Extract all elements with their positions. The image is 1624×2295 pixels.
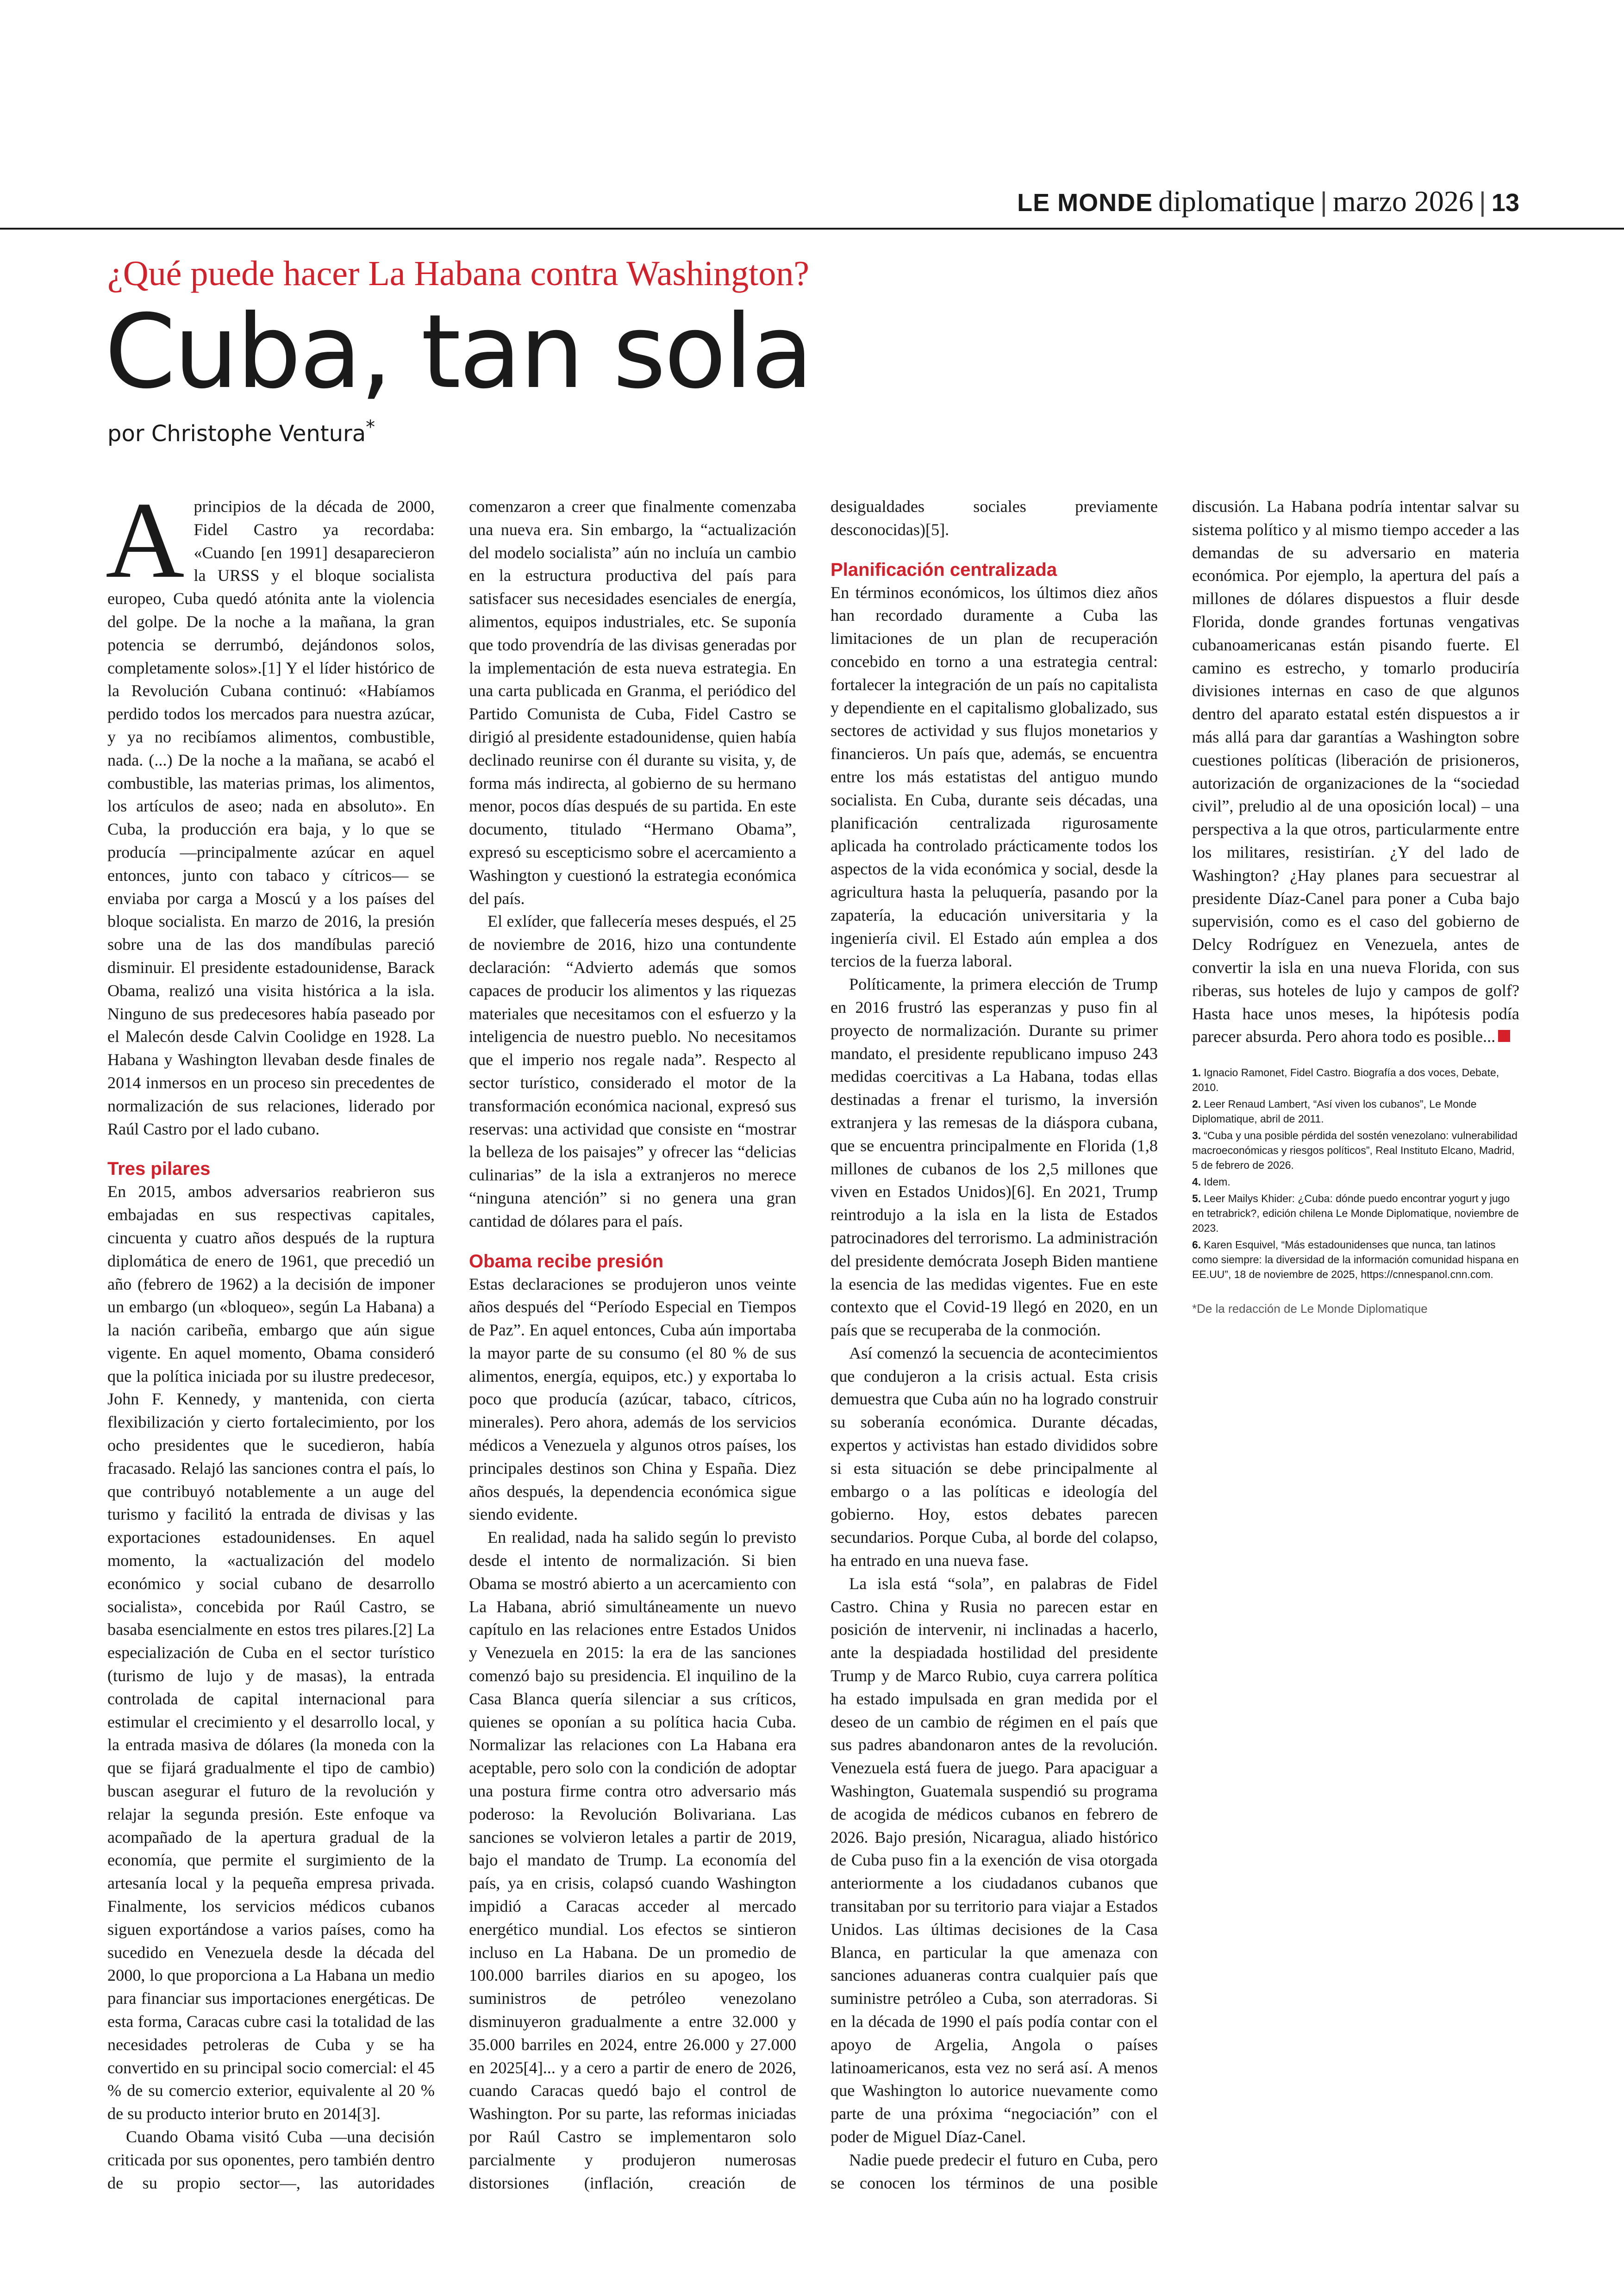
issue-date: marzo 2026 (1332, 185, 1474, 218)
subhead-tres-pilares: Tres pilares (107, 1159, 211, 1179)
subhead-obama-recibe-presion: Obama recibe presión (469, 1251, 664, 1272)
header-rule (0, 228, 1624, 230)
footnote-number: 4. (1192, 1176, 1201, 1188)
footnote-text: Idem. (1204, 1176, 1230, 1188)
masthead (1017, 184, 1519, 218)
footnote (1192, 1174, 1519, 1189)
footnote-text: Karen Esquivel, “Más estadounidenses que nunca, tan latinos como siempre: la diversidad de la información comunidad hispana en EE.UU”, 18 de noviembre de 2025, https://cnnespanol.cnn.com. (1192, 1239, 1519, 1281)
paragraph-9: Así comenzó la secuencia de acontecimientos que condujeron a la crisis actual. Esta crisis demuestra que Cuba aún no ha logrado construir su soberanía económica. Durante décadas, expertos y activistas han estado divididos sobre si esta situación se debe principalmente al embargo o a las políticas e ideología del gobierno. Hoy, estos debates parecen secundarios. Porque Cuba, al borde del colapso, ha entrado en una nueva fase. (831, 1343, 1158, 1570)
byline-author: por Christophe Ventura (107, 421, 366, 447)
footnote-number: 2. (1192, 1098, 1201, 1110)
masthead-separator: | (1320, 187, 1327, 217)
footnote-number: 1. (1192, 1066, 1201, 1079)
footnote-number: 3. (1192, 1129, 1201, 1142)
footnote (1192, 1097, 1519, 1126)
footnote (1192, 1065, 1519, 1095)
paragraph-1 (106, 480, 435, 1141)
paragraph-6: En realidad, nada ha salido según lo previsto desde el intento de normalización. Si bien Obama se mostró abierto a un acercamiento con La Habana, abrió simultáneamente un nuevo capítulo en las relaciones entre Estados Unidos y Venezuela en 2015: la era de las sanciones comenzó bajo su presidencia. El inquilino de la Casa Blanca quería silenciar a sus críticos, quienes se oponían a su política hacia Cuba. Normalizar las relaciones con La Habana era aceptable, pero solo con la condición de adoptar una postura firme contra otro adversario más poderoso: la Revolución Bolivariana. Las sanciones se volvieron letales a partir de 2019, bajo el mandato de Trump. La economía del país, ya en crisis, colapsó cuando Washington impidió a Caracas acceder al mercado energético mundial. Los efectos se sintieron incluso en La Habana. De un promedio de 100.000 barriles diarios en su apogeo, los suministros de petróleo venezolano disminuyeron gradualmente a entre 32.000 y 35.000 barriles en 2024, entre 26.000 y 27.000 en 2025[4]... y a cero a partir de enero de 2026, cuando Caracas quedó bajo el control de Washington. Por su parte, las reformas iniciadas por Raúl Castro se implementaron solo parcialmente y produjeron numerosas distorsiones (inflación, creación de desigualdades sociales previamente desconocidas)[5]. (469, 497, 1158, 2192)
paragraph-2: En 2015, ambos adversarios reabrieron sus embajadas en sus respectivas capitales, cincuenta y cuatro años después de la ruptura diplomática de enero de 1961, que precedió un año (febrero de 1962) a la decisión de imponer un embargo (un «bloqueo», según La Habana) a la nación caribeña, embargo que aún sigue vigente. En aquel momento, Obama consideró que la política iniciada por su ilustre predecesor, John F. Kennedy, y mantenida, con cierta flexibilización y cierto fortalecimiento, por los ocho presidentes que le sucedieron, había fracasado. Relajó las sanciones contra el país, lo que contribuyó notablemente a un auge del turismo y facilitó la entrada de divisas y las exportaciones estadounidenses. En aquel momento, la «actualización del modelo económico y social cubano de desarrollo socialista», concebida por Raúl Castro, se basaba esencialmente en estos tres pilares.[2] La especialización de Cuba en el sector turístico (turismo de lujo y de masas), la entrada controlada de capital internacional para estimular el crecimiento y el desarrollo local, y la entrada masiva de dólares (la moneda con la que se fijará gradualmente el tipo de cambio) buscan asegurar el futuro de la revolución y relajar la segunda presión. Este enfoque va acompañado de la apertura gradual de la economía, que permite el surgimiento de la artesanía local y la pequeña empresa privada. Finalmente, los servicios médicos cubanos siguen exportándose a varios países, como ha sucedido en Venezuela desde la década del 2000, lo que proporciona a La Habana un medio para financiar sus importaciones energéticas. De esta forma, Caracas cubre casi la totalidad de las necesidades petroleras de Cuba y se ha convertido en su principal socio comercial: el 45 % de su comercio exterior, equivalente al 20 % de su producto interior bruto en 2014[3]. (107, 1182, 435, 2123)
end-mark-icon (1498, 1030, 1510, 1042)
footnote-number: 5. (1192, 1192, 1201, 1205)
footnote-text: “Cuba y una posible pérdida del sostén venezolano: vulnerabilidad macroeconómicas y riesgos políticos”, Real Instituto Elcano, Madrid, 5 de febrero de 2026. (1192, 1129, 1518, 1172)
footnote (1192, 1237, 1519, 1282)
kicker: ¿Qué puede hacer La Habana contra Washington? (107, 254, 809, 293)
footnote-text: Leer Mailys Khider: ¿Cuba: dónde puedo encontrar yogurt y jugo en tetrabrick?, edición chilena Le Monde Diplomatique, noviembre de 2023. (1192, 1192, 1519, 1235)
paragraph-4: El exlíder, que fallecería meses después, el 25 de noviembre de 2016, hizo una contundente declaración: “Advierto además que somos capaces de producir los alimentos y las riquezas materiales que necesitamos con el esfuerzo y la inteligencia de nuestro pueblo. No necesitamos que el imperio nos regale nada”. Respecto al sector turístico, considerado el motor de la transformación económica nacional, expresó sus reservas: una actividad que consiste en “mostrar la belleza de los paisajes” y ofrecer las “delicias culinarias” de la isla a extranjeros no merece “ninguna atención” si no genera una gran cantidad de dólares para el país. (469, 912, 796, 1230)
page-number: 13 (1491, 189, 1519, 217)
author-affiliation: *De la redacción de Le Monde Diplomatique (1192, 1302, 1428, 1316)
headline: Cuba, tan sola (105, 293, 812, 411)
masthead-brand: LE MONDE (1017, 189, 1153, 217)
footnote-text: Ignacio Ramonet, Fidel Castro. Biografía a dos voces, Debate, 2010. (1192, 1066, 1499, 1094)
masthead-separator: | (1479, 187, 1486, 217)
dropcap: A (106, 480, 185, 601)
paragraph-1-text: principios de la década de 2000, Fidel Castro ya recordaba: «Cuando [en 1991] desaparecieron la URSS y el bloque socialista europeo, Cuba quedó atónita ante la violencia del golpe. De la noche a la mañana, la gran potencia se derrumbó, dejándonos solos, completamente solos».[1] Y el líder histórico de la Revolución Cubana continuó: «Habíamos perdido todos los mercados para nuestra azúcar, y ya no recibíamos alimentos, combustible, nada. (...) De la noche a la mañana, se acabó el combustible, las materias primas, los alimentos, los artículos de aseo; nada en absoluto». En Cuba, la producción era baja, y lo que se producía —principalmente azúcar en aquel entonces, junto con tabaco y cítricos— se enviaba por carga a Moscú y a los países del bloque socialista. En marzo de 2016, la presión sobre una de las dos mandíbulas pareció disminuir. El presidente estadounidense, Barack Obama, realizó una visita histórica a la isla. Ninguno de sus predecesores había paseado por el Malecón desde Calvin Coolidge en 1928. La Habana y Washington llevaban desde finales de 2014 inmersos en un proceso sin precedentes de normalización de sus relaciones, liderado por Raúl Castro por el lado cubano. (107, 497, 435, 1138)
subhead-planificacion-centralizada: Planificación centralizada (831, 559, 1057, 580)
footnote (1192, 1191, 1519, 1235)
footnote (1192, 1128, 1519, 1172)
byline (107, 417, 375, 447)
footnote-text: Leer Renaud Lambert, “Así viven los cubanos”, Le Monde Diplomatique, abril de 2011. (1192, 1098, 1477, 1125)
masthead-subtitle: diplomatique (1158, 185, 1315, 218)
paragraph-11-text: Nadie puede predecir el futuro en Cuba, pero se conocen los términos de una posible discusión. La Habana podría intentar salvar su sistema político y al mismo tiempo acceder a las demandas de su adversario en materia económica. Por ejemplo, la apertura del país a millones de dólares dispuestos a fluir desde Florida, donde grandes fortunas vengativas cubanoamericanas están pisando fuerte. El camino es estrecho, y tomarlo produciría divisiones internas en caso de que algunos dentro del aparato estatal estén dispuestos a ir más allá para dar garantías a Washington sobre cuestiones políticas (liberación de prisioneros, autorización de organizaciones de la “sociedad civil”, preludio al de una oposición local) – una perspectiva a la que otros, particularmente entre los militares, resistirían. ¿Y del lado de Washington? ¿Hay planes para secuestrar al presidente Díaz-Canel para poner a Cuba bajo supervisión, como es el caso del gobierno de Delcy Rodríguez en Venezuela, antes de convertir la isla en una nueva Florida, con sus riberas, sus hoteles de lujo y campos de golf? Hasta hace unos meses, la hipótesis podía parecer absurda. Pero ahora todo es posible... (831, 497, 1519, 2192)
paragraph-5: Estas declaraciones se produjeron unos veinte años después del “Período Especial en Tiempos de Paz”. En aquel entonces, Cuba aún importaba la mayor parte de su consumo (el 80 % de sus alimentos, energía, equipos, etc.) y exportaba lo poco que producía (azúcar, tabaco, cítricos, minerales). Pero ahora, además de los servicios médicos a Venezuela y algunos otros países, los principales destinos son China y España. Diez años después, la dependencia económica sigue siendo evidente. (469, 1274, 796, 1524)
byline-footnote-mark: * (366, 417, 375, 438)
paragraph-7: En términos económicos, los últimos diez años han recordado duramente a Cuba las limitaciones de un plan de recuperación concebido en torno a una estrategia central: fortalecer la integración de un país no capitalista y dependiente en el capitalismo globalizado, sus sectores de actividad y sus flujos monetarios y financieros. Un país que, además, se encuentra entre los más estatistas del antiguo mundo socialista. En Cuba, durante seis décadas, una planificación centralizada rigurosamente aplicada ha controlado prácticamente todos los aspectos de la vida económica y social, desde la agricultura hasta la peluquería, pasando por la zapatería, la educación universitaria y la ingeniería civil. El Estado aún emplea a dos tercios de la fuerza laboral. (831, 583, 1158, 971)
paragraph-3: Cuando Obama visitó Cuba —una decisión criticada por sus oponentes, pero también dentro de su propio sector—, las autoridades comenzaron a creer que finalmente comenzaba una nueva era. Sin embargo, la “actualización del modelo socialista” aún no incluía un cambio en la estructura productiva del país para satisfacer sus necesidades esenciales de energía, alimentos, equipos industriales, etc. Se suponía que todo provendría de las divisas generadas por la implementación de esta nueva estrategia. En una carta publicada en Granma, el periódico del Partido Comunista de Cuba, Fidel Castro se dirigió al presidente estadounidense, quien había declinado reunirse con él durante su visita, y, de forma más indirecta, al gobierno de su hermano menor, pocos días después de su partida. En este documento, titulado “Hermano Obama”, expresó su escepticismo sobre el acercamiento a Washington y cuestionó la estrategia económica del país. (107, 497, 796, 2192)
article-body (106, 480, 1519, 2217)
paragraph-10: La isla está “sola”, en palabras de Fidel Castro. China y Rusia no parecen estar en posición de intervenir, ni inclinadas a hacerlo, ante la despiadada hostilidad del presidente Trump y de Marco Rubio, cuya carrera política ha estado impulsada en gran medida por el deseo de un cambio de régimen en el país que sus padres abandonaron antes de la revolución. Venezuela está fuera de juego. Para apaciguar a Washington, Guatemala suspendió su programa de acogida de médicos cubanos en febrero de 2026. Bajo presión, Nicaragua, aliado histórico de Cuba puso fin a la exención de visa otorgada anteriormente a los ciudadanos cubanos que transitaban por su territorio para viajar a Estados Unidos. Las últimas decisiones de la Casa Blanca, en particular la que amenaza con sanciones aduaneras contra cualquier país que suministre petróleo a Cuba, son aterradoras. Si en la década de 1990 el país podía contar con el apoyo de Argelia, Angola o países latinoamericanos, esta vez no será así. A menos que Washington lo autorice nuevamente como parte de una próxima “negociación” con el poder de Miguel Díaz-Canel. (831, 1574, 1158, 2146)
footnote-number: 6. (1192, 1239, 1201, 1251)
paragraph-8: Políticamente, la primera elección de Trump en 2016 frustró las esperanzas y puso fin al proyecto de normalización. Durante su primer mandato, el presidente republicano impuso 243 medidas coercitivas a La Habana, todas ellas destinadas a frenar el turismo, la inversión extranjera y las remesas de la diáspora cubana, que se encuentra principalmente en Florida (1,8 millones de cubanos de los 2,5 millones que viven en Estados Unidos)[6]. En 2021, Trump reintrodujo a la isla en la lista de Estados patrocinadores del terrorismo. La administración del presidente demócrata Joseph Biden mantiene la esencia de las medidas vigentes. Fue en este contexto que el Covid-19 llegó en 2020, en un país que se recuperaba de la conmoción. (831, 975, 1158, 1340)
footnotes (1192, 1065, 1519, 1282)
